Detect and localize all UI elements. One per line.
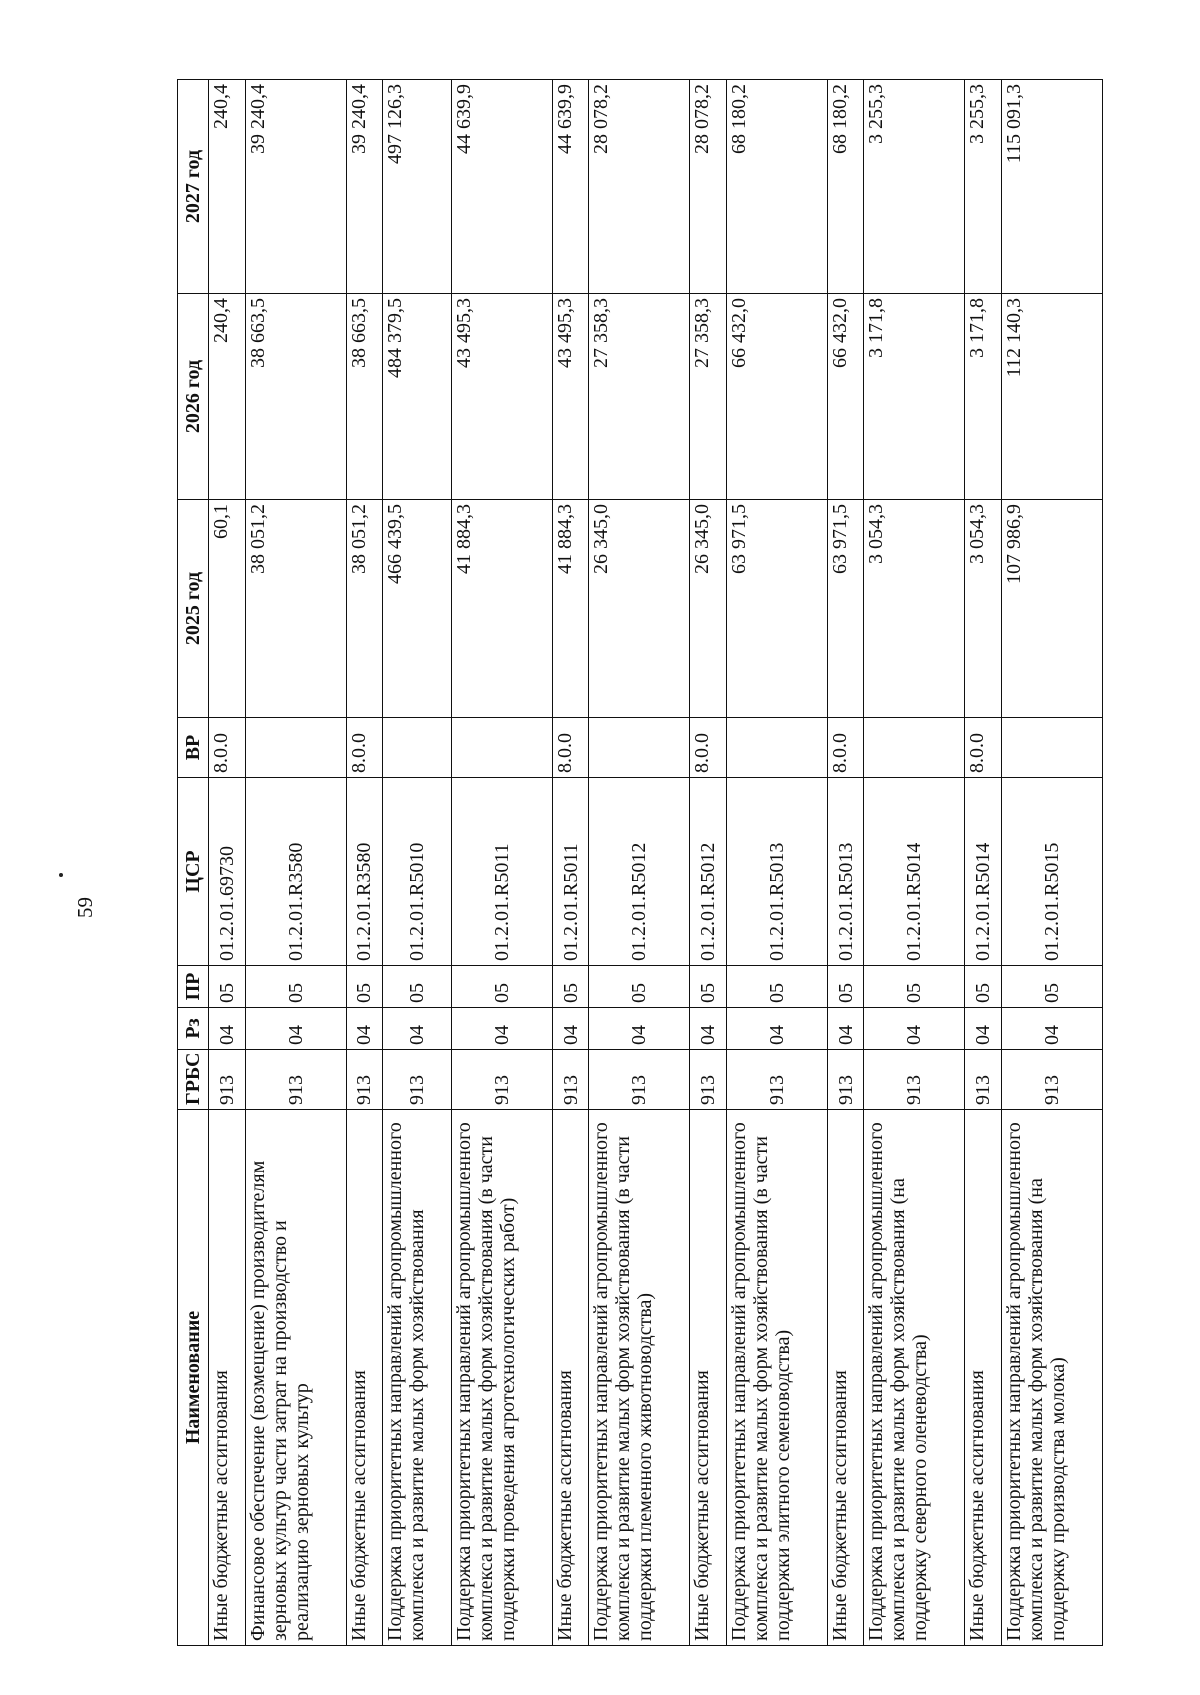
cell-name: Иные бюджетные ассигнования [827, 1110, 864, 1646]
cell-grbs: 913 [1002, 1050, 1103, 1110]
cell-2026: 240,4 [209, 294, 246, 500]
cell-grbs: 913 [383, 1050, 452, 1110]
table-row [209, 80, 246, 1646]
table-row [552, 80, 589, 1646]
table-row [589, 80, 690, 1646]
cell-vr [589, 718, 690, 778]
table-row [690, 80, 727, 1646]
cell-2026: 484 379,5 [383, 294, 452, 500]
cell-name: Поддержка приоритетных направлений агропромышленного комплекса и развитие малых форм хозяйствования (в части поддержки племенного животноводства) [589, 1110, 690, 1646]
cell-2027: 68 180,2 [827, 80, 864, 294]
cell-grbs: 913 [726, 1050, 827, 1110]
cell-2025: 3 054,3 [965, 500, 1002, 718]
cell-name: Поддержка приоритетных направлений агропромышленного комплекса и развитие малых форм хозяйствования (в части поддержки проведения агротехнологических работ) [451, 1110, 552, 1646]
cell-name: Поддержка приоритетных направлений агропромышленного комплекса и развитие малых форм хозяйствования (на поддержку северного оленеводства) [864, 1110, 965, 1646]
cell-2027: 28 078,2 [589, 80, 690, 294]
cell-rz: 04 [552, 1008, 589, 1050]
cell-vr: 8.0.0 [346, 718, 383, 778]
cell-pr: 05 [552, 966, 589, 1008]
cell-2027: 115 091,3 [1002, 80, 1103, 294]
page-number: 59 [73, 897, 97, 918]
cell-csr: 01.2.01.R5013 [726, 778, 827, 966]
cell-pr: 05 [209, 966, 246, 1008]
cell-2025: 107 986,9 [1002, 500, 1103, 718]
cell-2026: 27 358,3 [690, 294, 727, 500]
table-row [451, 80, 552, 1646]
cell-rz: 04 [690, 1008, 727, 1050]
cell-pr: 05 [827, 966, 864, 1008]
cell-grbs: 913 [245, 1050, 346, 1110]
cell-2025: 26 345,0 [690, 500, 727, 718]
table-body [209, 80, 1103, 1646]
cell-vr [864, 718, 965, 778]
cell-name: Иные бюджетные ассигнования [552, 1110, 589, 1646]
cell-name: Иные бюджетные ассигнования [965, 1110, 1002, 1646]
cell-pr: 05 [383, 966, 452, 1008]
cell-rz: 04 [589, 1008, 690, 1050]
cell-pr: 05 [451, 966, 552, 1008]
cell-rz: 04 [451, 1008, 552, 1050]
cell-rz: 04 [965, 1008, 1002, 1050]
cell-2027: 39 240,4 [245, 80, 346, 294]
header-2027: 2027 год [178, 80, 209, 294]
cell-vr [726, 718, 827, 778]
cell-pr: 05 [589, 966, 690, 1008]
cell-name: Поддержка приоритетных направлений агропромышленного комплекса и развитие малых форм хозяйствования (в части поддержки элитного семеноводства) [726, 1110, 827, 1646]
cell-2027: 44 639,9 [552, 80, 589, 294]
cell-grbs: 913 [965, 1050, 1002, 1110]
header-csr: ЦСР [178, 778, 209, 966]
table-row [1002, 80, 1103, 1646]
header-rz: Рз [178, 1008, 209, 1050]
cell-2027: 39 240,4 [346, 80, 383, 294]
cell-rz: 04 [1002, 1008, 1103, 1050]
cell-2027: 3 255,3 [965, 80, 1002, 294]
cell-csr: 01.2.01.R3580 [346, 778, 383, 966]
cell-pr: 05 [346, 966, 383, 1008]
cell-2027: 44 639,9 [451, 80, 552, 294]
cell-2027: 3 255,3 [864, 80, 965, 294]
cell-csr: 01.2.01.R5012 [690, 778, 727, 966]
cell-pr: 05 [245, 966, 346, 1008]
cell-2025: 60,1 [209, 500, 246, 718]
cell-vr: 8.0.0 [209, 718, 246, 778]
cell-2026: 38 663,5 [245, 294, 346, 500]
cell-pr: 05 [726, 966, 827, 1008]
cell-csr: 01.2.01.R5011 [552, 778, 589, 966]
cell-rz: 04 [827, 1008, 864, 1050]
scan-speck [59, 873, 63, 877]
cell-grbs: 913 [209, 1050, 246, 1110]
budget-table [177, 79, 1103, 1646]
table-header-row [178, 80, 209, 1646]
cell-2026: 66 432,0 [726, 294, 827, 500]
cell-pr: 05 [965, 966, 1002, 1008]
cell-rz: 04 [245, 1008, 346, 1050]
cell-rz: 04 [346, 1008, 383, 1050]
cell-2026: 27 358,3 [589, 294, 690, 500]
cell-name: Иные бюджетные ассигнования [209, 1110, 246, 1646]
cell-csr: 01.2.01.R3580 [245, 778, 346, 966]
table-row [827, 80, 864, 1646]
cell-rz: 04 [864, 1008, 965, 1050]
table-row [965, 80, 1002, 1646]
header-grbs: ГРБС [178, 1050, 209, 1110]
cell-rz: 04 [383, 1008, 452, 1050]
cell-2027: 240,4 [209, 80, 246, 294]
cell-2025: 38 051,2 [346, 500, 383, 718]
cell-name: Иные бюджетные ассигнования [346, 1110, 383, 1646]
cell-2025: 41 884,3 [552, 500, 589, 718]
cell-csr: 01.2.01.R5015 [1002, 778, 1103, 966]
cell-grbs: 913 [451, 1050, 552, 1110]
cell-2025: 26 345,0 [589, 500, 690, 718]
header-2026: 2026 год [178, 294, 209, 500]
cell-vr: 8.0.0 [690, 718, 727, 778]
header-pr: ПР [178, 966, 209, 1008]
cell-name: Финансовое обеспечение (возмещение) производителям зерновых культур части затрат на производство и реализацию зерновых культур [245, 1110, 346, 1646]
cell-2026: 3 171,8 [965, 294, 1002, 500]
cell-vr [451, 718, 552, 778]
table-row [346, 80, 383, 1646]
cell-grbs: 913 [552, 1050, 589, 1110]
cell-vr: 8.0.0 [552, 718, 589, 778]
cell-2026: 43 495,3 [451, 294, 552, 500]
cell-grbs: 913 [346, 1050, 383, 1110]
cell-2027: 497 126,3 [383, 80, 452, 294]
cell-csr: 01.2.01.R5013 [827, 778, 864, 966]
cell-rz: 04 [209, 1008, 246, 1050]
cell-vr [245, 718, 346, 778]
cell-grbs: 913 [864, 1050, 965, 1110]
cell-grbs: 913 [690, 1050, 727, 1110]
cell-2026: 66 432,0 [827, 294, 864, 500]
header-vr: ВР [178, 718, 209, 778]
cell-rz: 04 [726, 1008, 827, 1050]
cell-2025: 466 439,5 [383, 500, 452, 718]
cell-vr [1002, 718, 1103, 778]
cell-2025: 3 054,3 [864, 500, 965, 718]
cell-csr: 01.2.01.69730 [209, 778, 246, 966]
cell-pr: 05 [690, 966, 727, 1008]
cell-2027: 28 078,2 [690, 80, 727, 294]
cell-csr: 01.2.01.R5012 [589, 778, 690, 966]
cell-2025: 63 971,5 [726, 500, 827, 718]
cell-2026: 112 140,3 [1002, 294, 1103, 500]
cell-vr: 8.0.0 [827, 718, 864, 778]
cell-grbs: 913 [827, 1050, 864, 1110]
cell-pr: 05 [1002, 966, 1103, 1008]
table-row [726, 80, 827, 1646]
cell-csr: 01.2.01.R5014 [965, 778, 1002, 966]
cell-vr [383, 718, 452, 778]
cell-csr: 01.2.01.R5014 [864, 778, 965, 966]
table-row [383, 80, 452, 1646]
cell-2026: 43 495,3 [552, 294, 589, 500]
cell-2026: 3 171,8 [864, 294, 965, 500]
table-row [245, 80, 346, 1646]
cell-2025: 38 051,2 [245, 500, 346, 718]
table-row [864, 80, 965, 1646]
budget-table-container [177, 80, 1103, 1646]
cell-name: Поддержка приоритетных направлений агропромышленного комплекса и развитие малых форм хозяйствования [383, 1110, 452, 1646]
header-name: Наименование [178, 1110, 209, 1646]
cell-2027: 68 180,2 [726, 80, 827, 294]
cell-name: Иные бюджетные ассигнования [690, 1110, 727, 1646]
cell-csr: 01.2.01.R5010 [383, 778, 452, 966]
cell-pr: 05 [864, 966, 965, 1008]
cell-vr: 8.0.0 [965, 718, 1002, 778]
cell-2026: 38 663,5 [346, 294, 383, 500]
cell-name: Поддержка приоритетных направлений агропромышленного комплекса и развитие малых форм хозяйствования (на поддержку производства молока) [1002, 1110, 1103, 1646]
header-2025: 2025 год [178, 500, 209, 718]
cell-2025: 41 884,3 [451, 500, 552, 718]
cell-2025: 63 971,5 [827, 500, 864, 718]
cell-grbs: 913 [589, 1050, 690, 1110]
cell-csr: 01.2.01.R5011 [451, 778, 552, 966]
